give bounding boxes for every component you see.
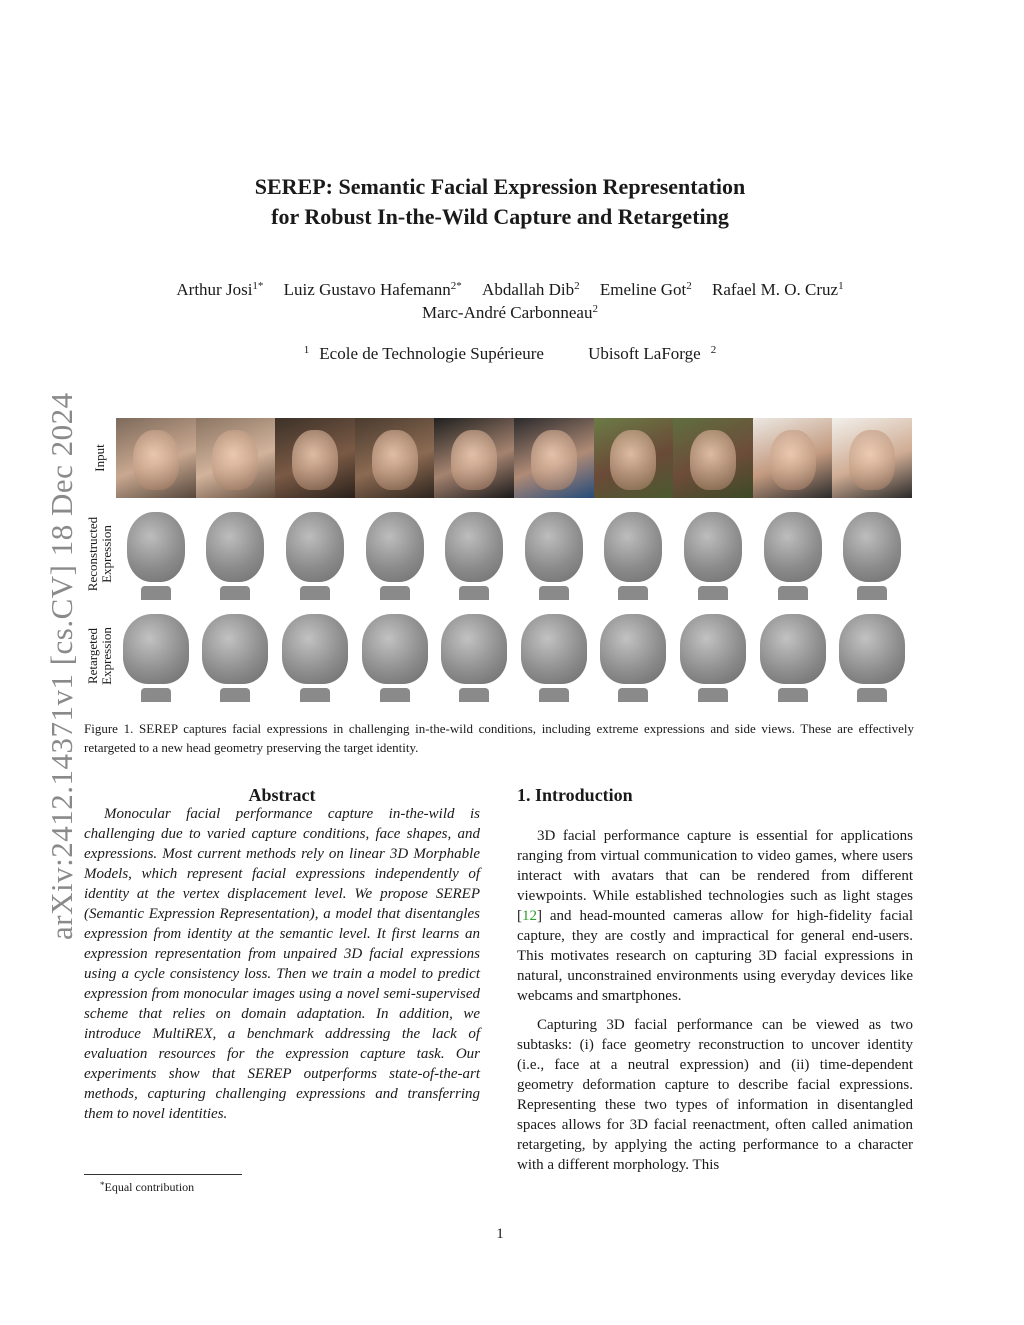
reconstructed-mesh	[196, 500, 276, 600]
figure-1	[84, 418, 914, 705]
input-photo	[673, 418, 753, 498]
input-photo-strip	[116, 418, 912, 498]
author-superscript: 1*	[252, 280, 264, 292]
affiliations	[80, 342, 940, 365]
retargeted-mesh	[355, 602, 435, 702]
author-superscript: 2	[574, 280, 580, 292]
author-row-1	[80, 278, 940, 301]
citation-link[interactable]: 12	[522, 908, 537, 924]
retargeted-mesh	[275, 602, 355, 702]
author: Arthur Josi$^{1*}$	[176, 280, 264, 299]
abstract-body: Monocular facial performance capture in-the-wild is challenging due to varied capture conditions, face shapes, and expressions. Most current methods rely on linear 3D Morphable Models, which represent facial expressions independently of identity at the vertex displacement level. We propose SEREP (Semantic Expression Representation), a model that disentangles expression from identity at the semantic level. It first learns an expression representation from unpaired 3D facial expressions using a cycle consistency loss. Then we train a model to predict expression from monocular images using a novel semi-supervised scheme that relies on domain adaptation. In addition, we introduce MultiREX, a benchmark addressing the lack of evaluation resources for the expression capture task. Our experiments show that SEREP outperforms state-of-the-art methods, capturing challenging expressions and transferring them to novel identities.	[84, 806, 480, 1122]
author-superscript: 2	[592, 303, 598, 315]
reconstructed-mesh	[355, 500, 435, 600]
reconstructed-mesh	[753, 500, 833, 600]
introduction-paragraph-2: Capturing 3D facial performance can be viewed as two subtasks: (i) face geometry reconstruction to uncover identity (i.e., face at a neutral expression) and (ii) time-dependent geometry deformation capture to describe facial expressions. Representing these two types of information in disentangled spaces allows for 3D facial reenactment, often called animation retargeting, by applying the acting performance to a character with a different morphology. This	[517, 1017, 913, 1173]
row-label-reconstructed: Reconstructed Expression	[85, 516, 114, 592]
input-photo	[196, 418, 276, 498]
author: Luiz Gustavo Hafemann$^{2*}$	[283, 280, 462, 299]
figure-caption: Figure 1. SEREP captures facial expressions in challenging in-the-wild conditions, including extreme expressions and side views. These are effectively retargeted to a new head geometry preserving the target identity.	[84, 721, 914, 755]
author: Marc-André Carbonneau$^2$	[422, 303, 598, 322]
input-photo	[275, 418, 355, 498]
reconstructed-mesh	[434, 500, 514, 600]
input-photo	[355, 418, 435, 498]
affiliation: $^1$ Ecole de Technologie Supérieure	[303, 344, 544, 363]
reconstructed-mesh	[116, 500, 196, 600]
retargeted-mesh	[514, 602, 594, 702]
input-photo	[116, 418, 196, 498]
retargeted-mesh	[753, 602, 833, 702]
author-superscript: 2*	[450, 280, 462, 292]
reconstructed-mesh	[832, 500, 912, 600]
input-photo	[753, 418, 833, 498]
reconstructed-mesh	[514, 500, 594, 600]
input-photo	[514, 418, 594, 498]
reconstructed-mesh	[275, 500, 355, 600]
arxiv-identifier-stamp: arXiv:2412.14371v1 [cs.CV] 18 Dec 2024	[44, 392, 79, 940]
author-superscript: 1	[838, 280, 844, 292]
footnote: *Equal contribution	[100, 1180, 195, 1194]
input-photo	[434, 418, 514, 498]
author: Rafael M. O. Cruz$^1$	[712, 280, 844, 299]
introduction-paragraph-1: 3D facial performance capture is essential for applications ranging from virtual communication to video games, where users interact with avatars that can be rendered from different viewpoints. While established technologies such as light stages [12] and head-mounted cameras allow for high-fidelity facial capture, they are costly and impractical for general end-users. This motivates research on capturing 3D facial expressions in natural, unconstrained environments using everyday devices like webcams and smartphones.	[517, 828, 913, 1004]
retargeted-mesh	[594, 602, 674, 702]
input-photo	[594, 418, 674, 498]
paper-title	[100, 172, 900, 232]
abstract-heading: Abstract	[248, 785, 316, 805]
retargeted-mesh	[196, 602, 276, 702]
retargeted-mesh	[832, 602, 912, 702]
retargeted-mesh	[434, 602, 514, 702]
row-label-input: Input	[92, 444, 107, 472]
author-row-2	[80, 301, 940, 324]
right-column	[517, 783, 913, 1175]
author-superscript: 2	[686, 280, 692, 292]
row-label-retargeted: Retargeted Expression	[85, 627, 114, 685]
introduction-heading: 1. Introduction	[517, 785, 633, 805]
reconstructed-mesh	[594, 500, 674, 600]
reconstructed-mesh	[673, 500, 753, 600]
retargeted-mesh	[673, 602, 753, 702]
reconstructed-mesh-strip	[116, 500, 912, 600]
title-line-1: SEREP: Semantic Facial Expression Representation	[254, 174, 746, 199]
affiliation: Ubisoft LaForge $^2$	[588, 344, 717, 363]
retargeted-mesh-strip	[116, 602, 912, 702]
page-number: 1	[496, 1226, 504, 1242]
author: Abdallah Dib$^2$	[482, 280, 580, 299]
author-list	[80, 278, 940, 324]
retargeted-mesh	[116, 602, 196, 702]
author: Emeline Got$^2$	[599, 280, 692, 299]
title-line-2: for Robust In-the-Wild Capture and Retargeting	[271, 204, 729, 229]
footnote-divider	[84, 1174, 242, 1175]
input-photo	[832, 418, 912, 498]
left-column	[84, 783, 480, 1124]
